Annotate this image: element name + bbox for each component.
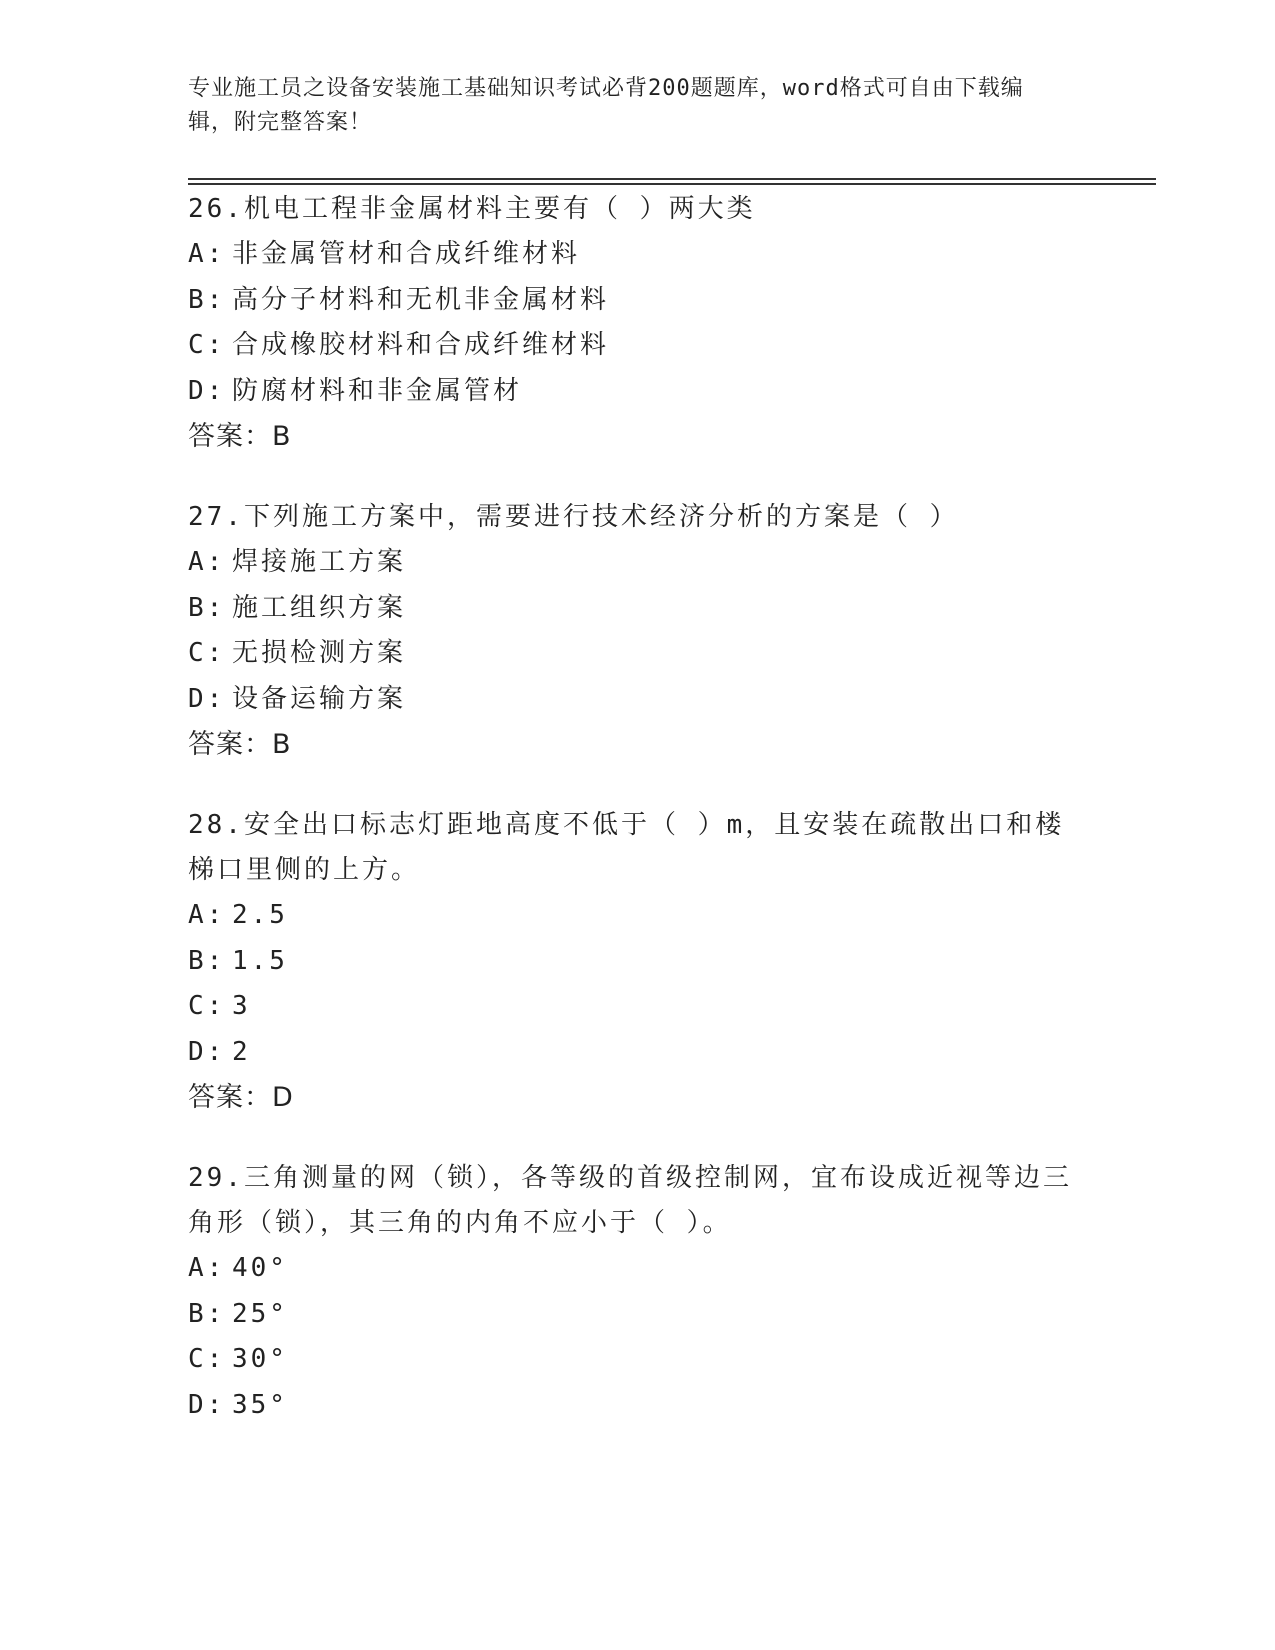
answer-line: 答案：B: [188, 729, 292, 760]
option-letter: B:: [188, 945, 226, 976]
option-letter: C:: [188, 638, 226, 668]
option-a: [188, 1246, 1088, 1292]
option-list: [188, 893, 1088, 1075]
question-list: [188, 187, 1088, 1464]
option-c: [188, 1337, 1088, 1383]
option-d: [188, 369, 1088, 415]
question-28: [188, 803, 1088, 1120]
option-letter: C:: [188, 330, 226, 360]
option-letter: D:: [188, 1389, 226, 1420]
option-text: 焊接施工方案: [232, 547, 407, 577]
option-letter: B:: [188, 592, 226, 623]
option-text: 设备运输方案: [232, 683, 407, 714]
option-text: 高分子材料和无机非金属材料: [232, 284, 610, 315]
question-text: 三角测量的网（锁），各等级的首级控制网，宜布设成近视等边三角形（锁），其三角的内角不应小于（ ）。: [188, 1163, 1072, 1238]
option-b: [188, 1292, 1088, 1338]
question-number: 29.: [188, 1163, 244, 1193]
question-stem: [188, 187, 1088, 232]
option-letter: C:: [188, 1344, 226, 1374]
option-a: [188, 232, 1088, 278]
question-29: [188, 1156, 1088, 1428]
question-number: 27.: [188, 502, 244, 532]
option-text: 1.5: [232, 945, 288, 976]
question-stem: [188, 803, 1088, 893]
option-d: [188, 1383, 1088, 1429]
option-letter: D:: [188, 1036, 226, 1067]
option-b: [188, 278, 1088, 324]
option-text: 2: [232, 1036, 251, 1067]
question-26: [188, 187, 1088, 459]
option-d: [188, 677, 1088, 723]
option-list: [188, 540, 1088, 722]
option-text: 30°: [232, 1344, 288, 1374]
answer-line: 答案：B: [188, 421, 292, 452]
option-c: [188, 323, 1088, 369]
question-number: 26.: [188, 194, 244, 224]
option-d: [188, 1030, 1088, 1076]
document-header: 专业施工员之设备安装施工基础知识考试必背200题题库，word格式可自由下载编辑，附完整答案！: [188, 76, 1024, 135]
option-b: [188, 939, 1088, 985]
option-text: 防腐材料和非金属管材: [232, 375, 523, 406]
option-text: 2.5: [232, 900, 288, 930]
option-letter: A:: [188, 239, 226, 269]
option-text: 非金属管材和合成纤维材料: [232, 239, 581, 269]
question-stem: [188, 495, 1088, 540]
option-letter: A:: [188, 1253, 226, 1283]
header-rule-top: [188, 178, 1156, 180]
option-list: [188, 232, 1088, 414]
option-text: 3: [232, 991, 251, 1021]
option-letter: B:: [188, 284, 226, 315]
question-27: [188, 495, 1088, 767]
question-text: 下列施工方案中，需要进行技术经济分析的方案是（ ）: [243, 502, 959, 532]
header-rule-bottom: [188, 183, 1156, 185]
question-text: 安全出口标志灯距地高度不低于（ ）m，且安装在疏散出口和楼梯口里侧的上方。: [188, 810, 1065, 885]
answer-line: 答案：D: [188, 1082, 294, 1113]
option-list: [188, 1246, 1088, 1428]
option-letter: A:: [188, 547, 226, 577]
option-letter: A:: [188, 900, 226, 930]
option-letter: B:: [188, 1298, 226, 1329]
question-number: 28.: [188, 810, 244, 840]
option-text: 施工组织方案: [232, 592, 407, 623]
option-c: [188, 984, 1088, 1030]
option-a: [188, 893, 1088, 939]
option-text: 无损检测方案: [232, 638, 407, 668]
option-b: [188, 586, 1088, 632]
question-text: 机电工程非金属材料主要有（ ）两大类: [243, 194, 756, 224]
option-text: 40°: [232, 1253, 288, 1283]
option-text: 合成橡胶材料和合成纤维材料: [232, 330, 610, 360]
option-a: [188, 540, 1088, 586]
option-text: 25°: [232, 1298, 288, 1329]
option-letter: D:: [188, 375, 226, 406]
question-stem: [188, 1156, 1088, 1246]
option-text: 35°: [232, 1389, 288, 1420]
option-c: [188, 631, 1088, 677]
option-letter: D:: [188, 683, 226, 714]
option-letter: C:: [188, 991, 226, 1021]
